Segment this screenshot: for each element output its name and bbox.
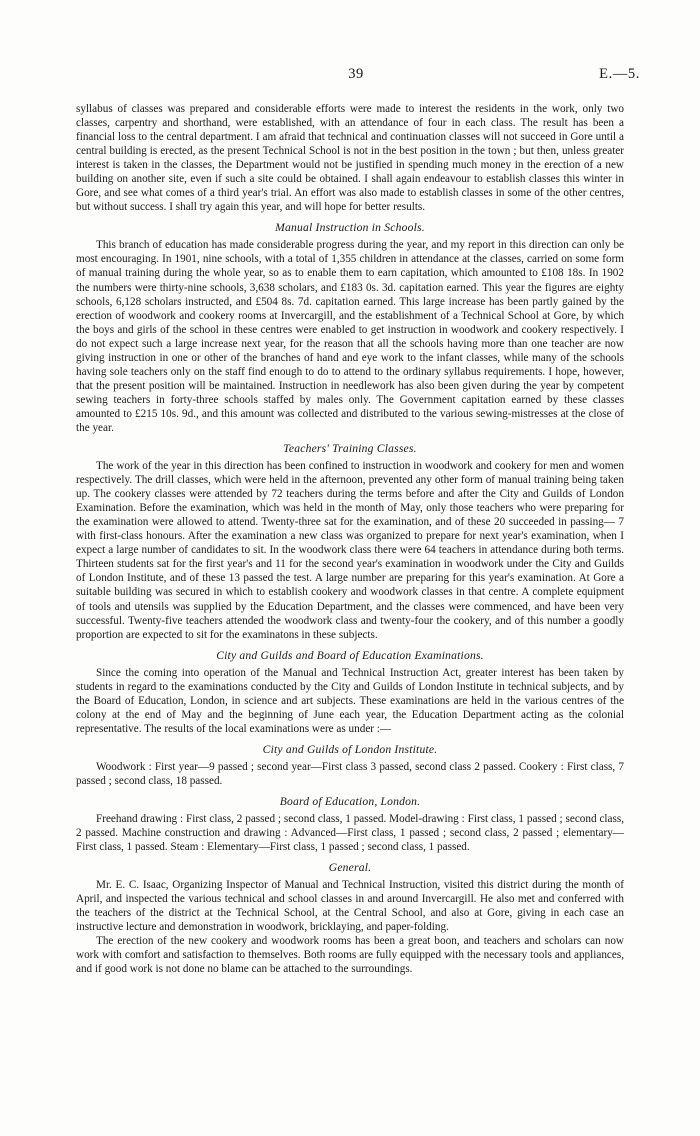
paragraph-city-guilds-results: Woodwork : First year—9 passed ; second year—First class 3 passed, second class 2 passed. Cookery : First class, 7 passed ; second class, 18 passed.: [76, 760, 624, 787]
paragraph-general-inspector-visit: Mr. E. C. Isaac, Organizing Inspector of Manual and Technical Instruction, visited this district during the month of April, and inspected the various technical and school classes in and around Invercargill. He also met and conferred with the teachers of the district at the Technical School, at the Central School, and also at Gore, giving in each case an instructive lecture and demonstration in woodwork, bricklaying, and paper-folding.: [76, 879, 624, 934]
paragraph-syllabus-classes: syllabus of classes was prepared and considerable efforts were made to interest the residents in the work, only two classes, carpentry and shorthand, were established, with an attendance of four in each class. The result has been a financial loss to the central department. I am afraid that technical and continuation classes will not succeed in Gore until a central building is erected, as the present Technical School is not in the best position in the town ; but then, unless greater interest is taken in the classes, the Department would not be justified in spending much money in the erection of a new building on another site, even if such a site could be obtained. I shall again endeavour to establish classes this winter in Gore, and see what comes of a third year's trial. An effort was also made to establish classes in some of the other centres, but without success. I shall try again this year, and will hope for better results.: [76, 103, 624, 214]
heading-board-of-education-london: Board of Education, London.: [279, 794, 421, 808]
document-body: [76, 102, 624, 976]
paragraph-manual-instruction: This branch of education has made considerable progress during the year, and my report in this direction can only be most encouraging. In 1901, nine schools, with a total of 1,355 children in attendance at the classes, carried on some form of manual training during the whole year, so as to enable them to earn capitation, which amounted to £108 18s. In 1902 the numbers were thirty-nine schools, 3,638 scholars, and £183 0s. 3d. capitation earned. This year the figures are eighty schools, 6,128 scholars instructed, and £504 8s. 7d. capitation earned. This large increase has been partly gained by the erection of woodwork and cookery rooms at Invercargill, and the establishment of a Technical School at Gore, by which the boys and girls of the school in these centres were enabled to get instruction in woodwork and cookery respectively. I do not expect such a large increase next year, for the reason that all the schools having more than one teacher are now giving instruction in one or other of the branches of hand and eye work to the infant classes, while many of the schools having sole teachers only on the staff find enough to do to attend to the ordinary syllabus requirements. I hope, however, that the present position will be maintained. Instruction in needlework has also been given during the year by competent sewing teachers in forty-three schools staffed by males only. The Government capitation earned by these classes amounted to £215 10s. 9d., and this amount was collected and distributed to the various sewing-mistresses at the close of the year.: [76, 239, 624, 434]
paragraph-board-education-results: Freehand drawing : First class, 2 passed ; second class, 1 passed. Model-drawing : First class, 1 passed ; second class, 2 passed. Machine construction and drawing : Advanced—First class, 1 passed ; second class, 2 passed ; elementary—First class, 1 passed. Steam : Elementary—First class, 1 passed ; second class, 1 passed.: [76, 812, 624, 854]
paragraph-teachers-training: The work of the year in this direction has been confined to instruction in woodwork and cookery for men and women respectively. The drill classes, which were held in the afternoon, prevented any other form of manual training being taken up. The cookery classes were attended by 72 teachers during the terms before and after the City and Guilds of London Examination. Before the examination, which was held in the month of May, only those teachers who were preparing for the examination were allowed to attend. Twenty-three sat for the examination, and of these 20 succeeded in passing— 7 with first-class honours. After the examination a new class was organized to prepare for next year's examination, when I expect a large number of candidates to sit. In the woodwork class there were 64 teachers in attendance during both terms. Thirteen students sat for the first year's and 11 for the second year's examination in woodwork under the City and Guilds of London Institute, and of these 13 passed the test. A large number are preparing for this year's examination. At Gore a suitable building was secured in which to establish cookery and woodwork classes in that centre. A complete equipment of tools and utensils was supplied by the Education Department, and the classes were commenced, and have been very successful. Twenty-five teachers attended the woodwork class and twenty-four the cookery, and of this number a goodly proportion are expected to sit for the examinatons in these subjects.: [76, 460, 624, 641]
heading-city-guilds-board-examinations: City and Guilds and Board of Education Examinations.: [216, 648, 484, 662]
document-code: E.—5.: [599, 66, 640, 82]
page-header: [72, 66, 640, 86]
heading-city-guilds-london-institute: City and Guilds of London Institute.: [262, 742, 438, 756]
paragraph-general-new-rooms: The erection of the new cookery and woodwork rooms has been a great boon, and teachers and scholars can now work with comfort and satisfaction to themselves. Both rooms are fully equipped with the necessary tools and appliances, and if good work is not done no blame can be attached to the surroundings.: [76, 935, 624, 976]
page-number: 39: [348, 66, 364, 82]
heading-teachers-training-classes: Teachers' Training Classes.: [283, 442, 417, 456]
heading-manual-instruction-in-schools: Manual Instruction in Schools.: [275, 221, 425, 235]
heading-general: General.: [328, 861, 372, 875]
paragraph-city-guilds-examinations: Since the coming into operation of the Manual and Technical Instruction Act, greater interest has been taken by students in regard to the examinations conducted by the City and Guilds of London Institute in technical subjects, and by the Board of Education, London, in science and art subjects. These examinations are held in the various centres of the colony at the end of May and the beginning of June each year, the Education Department acting as the colonial representative. The results of the local examinations were as under :—: [76, 666, 624, 735]
